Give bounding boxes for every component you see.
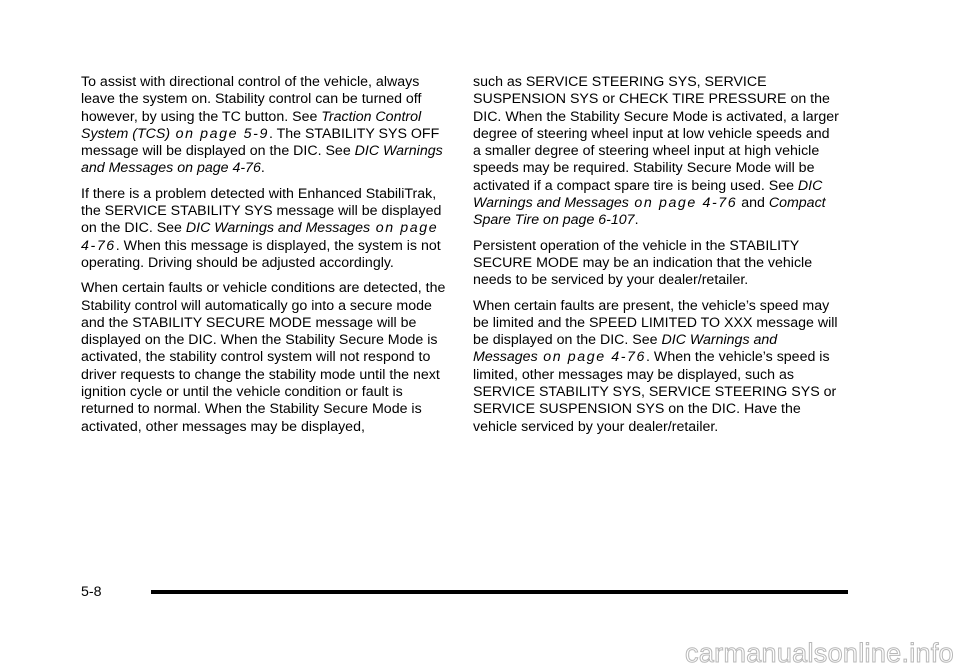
paragraph-text: If there is a problem detected with Enhanced StabiliTrak, the SERVICE STABILITY SYS message will be displayed on the DIC. See [81,185,442,237]
paragraph-text: When certain faults are present, the vehicle’s speed may be limited and the SPEED LIMITED TO XXX message will be displayed on the DIC. See [473,297,838,349]
paragraph-text: and [737,195,769,212]
right-column [473,74,841,444]
paragraph-traction-control [81,74,449,178]
footer-rule [151,590,848,594]
paragraph-speed-limited [473,298,841,436]
paragraph-service-stability [81,186,449,272]
paragraph-text: . When this message is displayed, the system is not operating. Driving should be adjusted accordingly. [81,237,441,271]
link-dic-warnings-messages[interactable]: DIC Warnings and Messages [473,332,778,366]
paragraph-text: . When the vehicle’s speed is limited, other messages may be displayed, such as SERVICE STABILITY SYS, SERVICE STEERING SYS or SERVICE SUSPENSION SYS on the DIC. Have the vehicle serviced by your dealer/retailer. [473,349,837,435]
link-page-5-9[interactable]: on page 5-9 [170,125,269,142]
link-compact-spare-tire[interactable]: Compact Spare Tire on page 6-107 [473,195,826,229]
link-dic-warnings-messages[interactable]: DIC Warnings and Messages [185,220,371,237]
paragraph-secure-mode [81,280,449,436]
link-page-4-76[interactable]: on page 4-76 [81,220,439,254]
watermark: carmanualsonline.info [685,638,954,668]
paragraph-persistent-operation [473,238,841,290]
paragraph-text: such as SERVICE STEERING SYS, SERVICE SUSPENSION SYS or CHECK TIRE PRESSURE on the DIC. When the Stability Secure Mode is activated, a larger degree of steering wheel input at low vehicle speeds and a smaller degree of steering wheel input at high vehicle speeds may be required. Stability Secure Mode will be activated if a compact spare tire is being used. See [473,74,839,194]
page-number: 5-8 [81,584,102,600]
link-traction-control-system[interactable]: Traction Control System (TCS) [81,108,422,142]
paragraph-text: To assist with directional control of the vehicle, always leave the system on. Stability control can be turned off however, by using the TC button. See [81,74,422,125]
paragraph-text: When certain faults or vehicle conditions are detected, the Stability control will automatically go into a secure mode and the STABILITY SECURE MODE message will be displayed on the DIC. When the Stability Secure Mode is activated, the stability control system will not respond to driver requests to change the stability mode until the next ignition cycle or until the vehicle condition or fault is returned to normal. When the Stability Secure Mode is activated, other messages may be displayed, [81,280,446,435]
link-dic-warnings-messages[interactable]: DIC Warnings and Messages [473,177,823,212]
link-page-4-76[interactable]: on page 4-76 [628,195,738,212]
paragraph-text: . [634,212,639,229]
link-dic-warnings-messages[interactable]: DIC Warnings and Messages on page 4-76 [81,143,443,177]
paragraph-text: . [260,160,265,177]
paragraph-text: Persistent operation of the vehicle in the STABILITY SECURE MODE may be an indication that the vehicle needs to be serviced by your dealer/retailer. [473,237,813,289]
paragraph-secure-mode-continued [473,74,841,230]
left-column [81,74,449,444]
link-page-4-76[interactable]: on page 4-76 [537,349,647,366]
paragraph-text: . The STABILITY SYS OFF message will be displayed on the DIC. See [81,125,440,160]
